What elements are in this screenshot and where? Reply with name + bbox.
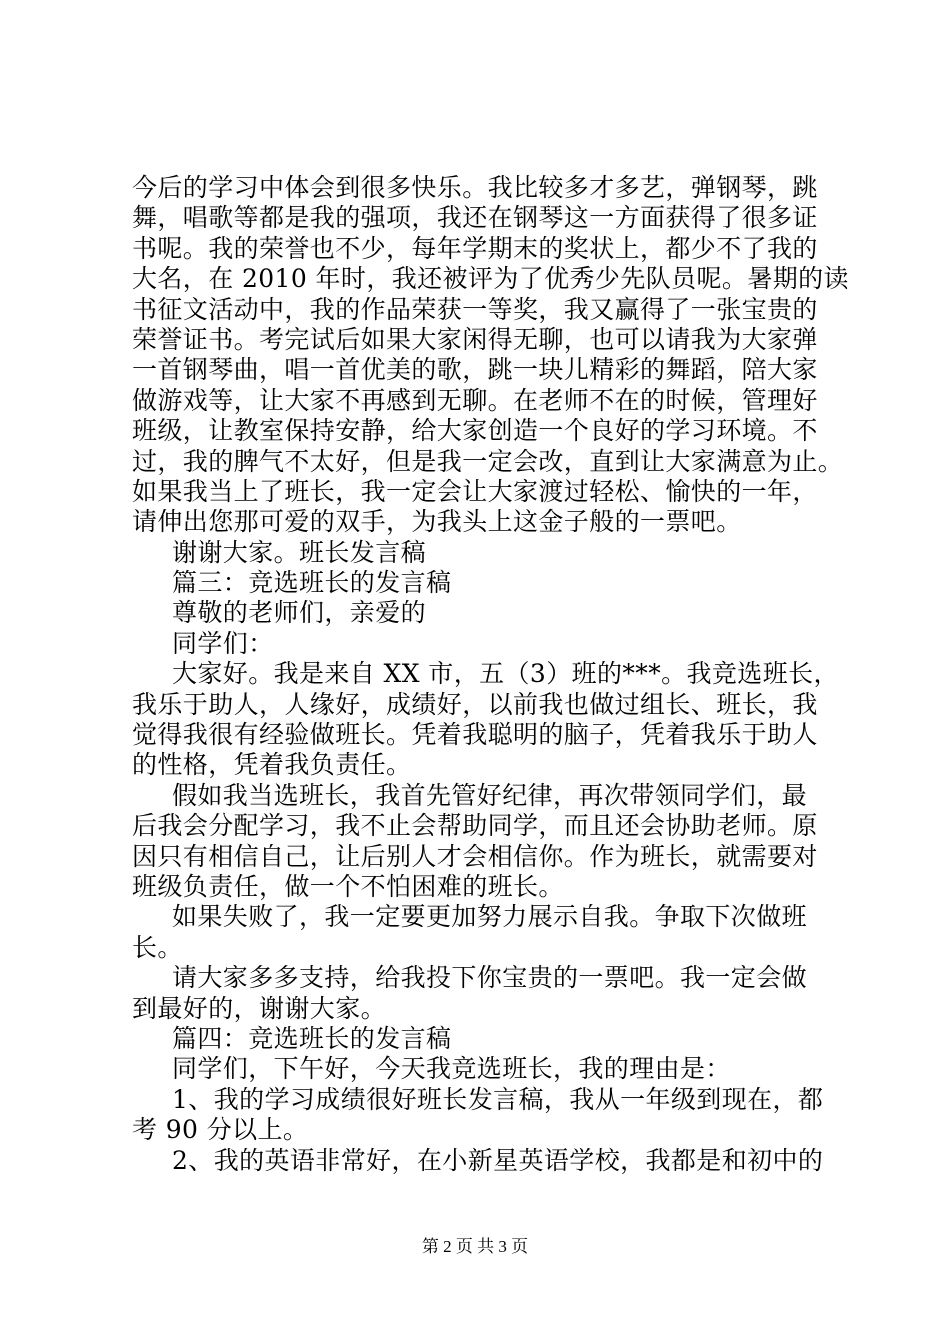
- text-line: 如果失败了，我一定要更加努力展示自我。争取下次做班: [172, 902, 808, 932]
- text-line: 1、我的学习成绩很好班长发言稿，我从一年级到现在，都: [172, 1084, 824, 1114]
- text-line: 请伸出您那可爱的双手，为我头上这金子般的一票吧。: [132, 507, 742, 537]
- text-line: 考 90 分以上。: [132, 1115, 309, 1145]
- text-line: 大名，在 2010 年时，我还被评为了优秀少先队员呢。暑期的读: [132, 264, 849, 294]
- text-line: 的性格，凭着我负责任。: [132, 750, 412, 780]
- text-line: 请大家多多支持，给我投下你宝贵的一票吧。我一定会做: [172, 963, 808, 993]
- text-line: 一首钢琴曲，唱一首优美的歌，跳一块儿精彩的舞蹈，陪大家: [132, 355, 818, 385]
- text-line: 书征文活动中，我的作品荣获一等奖，我又赢得了一张宝贵的: [132, 294, 818, 324]
- text-line: 长。: [132, 932, 183, 962]
- text-line: 觉得我很有经验做班长。凭着我聪明的脑子，凭着我乐于助人: [132, 720, 818, 750]
- text-line: 尊敬的老师们，亲爱的: [172, 598, 427, 628]
- text-line: 班级，让教室保持安静，给大家创造一个良好的学习环境。不: [132, 416, 818, 446]
- text-line: 今后的学习中体会到很多快乐。我比较多才多艺，弹钢琴，跳: [132, 173, 818, 202]
- text-line: 书呢。我的荣誉也不少，每年学期末的奖状上，都少不了我的: [132, 233, 818, 263]
- text-line: 因只有相信自己，让后别人才会相信你。作为班长，就需要对: [132, 841, 818, 871]
- page-footer: 第 2 页 共 3 页: [421, 1237, 529, 1256]
- text-line: 到最好的，谢谢大家。: [132, 993, 387, 1023]
- text-line: 篇四：竞选班长的发言稿: [172, 1023, 452, 1053]
- text-line: 班级负责任，做一个不怕困难的班长。: [132, 871, 564, 901]
- text-line: 后我会分配学习，我不止会帮助同学，而且还会协助老师。原: [132, 811, 818, 841]
- text-line: 过，我的脾气不太好，但是我一定会改，直到让大家满意为止。: [132, 446, 844, 476]
- text-line: 同学们：: [172, 628, 274, 658]
- text-line: 舞，唱歌等都是我的强项，我还在钢琴这一方面获得了很多证: [132, 203, 818, 233]
- text-line: 大家好。我是来自 XX 市，五（3）班的***。我竞选班长，: [172, 659, 839, 689]
- text-line: 同学们，下午好，今天我竞选班长，我的理由是：: [172, 1054, 731, 1084]
- text-line: 荣誉证书。考完试后如果大家闲得无聊，也可以请我为大家弹: [132, 324, 818, 354]
- text-line: 篇三：竞选班长的发言稿: [172, 568, 452, 598]
- text-line: 我乐于助人，人缘好，成绩好，以前我也做过组长、班长，我: [132, 689, 818, 719]
- document-body: [132, 173, 849, 1176]
- text-line: 谢谢大家。班长发言稿: [172, 537, 427, 567]
- text-line: 做游戏等，让大家不再感到无聊。在老师不在的时候，管理好: [132, 385, 818, 415]
- text-line: 假如我当选班长，我首先管好纪律，再次带领同学们，最: [172, 780, 808, 810]
- text-line: 2、我的英语非常好，在小新星英语学校，我都是和初中的: [172, 1145, 824, 1175]
- text-line: 如果我当上了班长，我一定会让大家渡过轻松、愉快的一年，: [132, 476, 818, 506]
